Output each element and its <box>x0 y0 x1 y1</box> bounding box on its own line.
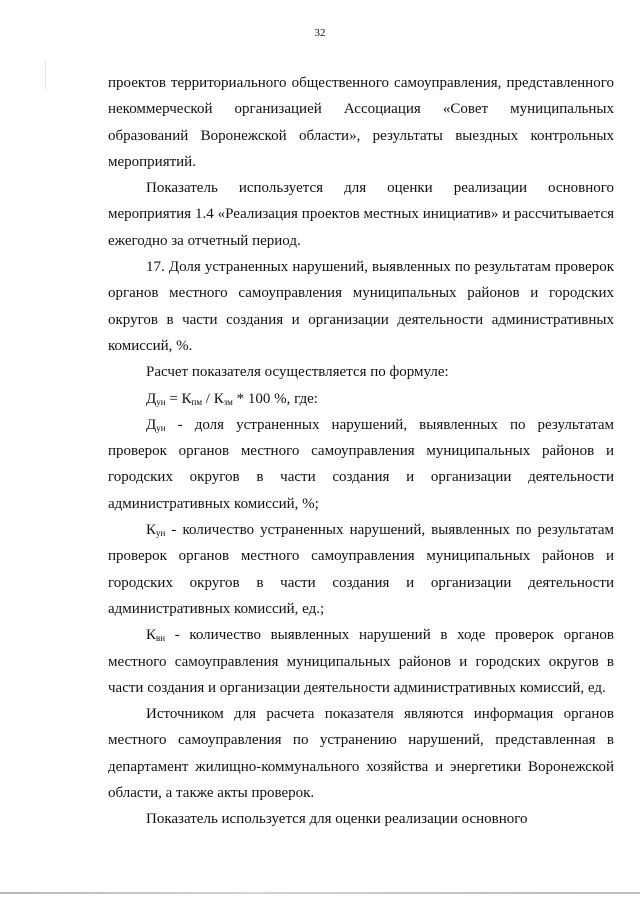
definition-text: - количество устраненных нарушений, выявленных по результатам проверок органов местного самоуправления муниципальных районов и городских округов в части создания и организации деятельности административных комиссий, ед.; <box>108 522 614 617</box>
definition-symbol: К <box>146 627 157 644</box>
definition-text: - доля устраненных нарушений, выявленных по результатам проверок органов местного самоуправления муниципальных районов и городских округов в части создания и организации деятельности административных комиссий, %; <box>108 416 614 512</box>
paragraph-continuation: проектов территориального общественного самоуправления, представленного некоммерческой организацией Ассоциация «Совет муниципальных образований Воронежской области», результаты выездных контрольных мероприятий. <box>108 75 614 170</box>
paragraph-data-source: Источником для расчета показателя являются информация органов местного самоуправления по устранению нарушений, представленная в департамент жилищно-коммунального хозяйства и энергетики Воронежской области, а также акты проверок. <box>108 706 614 802</box>
formula-divide: / К <box>202 390 224 407</box>
paragraph-indicator-17-title: 17. Доля устраненных нарушений, выявленных по результатам проверок органов местного самоуправления муниципальных районов и городских округов в части создания и организации деятельности административных комиссий, %. <box>108 259 614 354</box>
definition-subscript: ун <box>156 422 166 433</box>
formula-symbol-d: Д <box>146 390 157 407</box>
definition-text: - количество выявленных нарушений в ходе проверок органов местного самоуправления муниципальных районов и городских округов в части создания и организации деятельности административных комиссий, ед. <box>108 627 614 696</box>
formula-sub-un: ун <box>156 396 166 407</box>
formula <box>108 386 614 412</box>
formula-tail: * 100 %, где: <box>232 390 318 407</box>
definition-d-un <box>108 412 614 517</box>
document-body <box>108 70 614 833</box>
definition-subscript: ун <box>156 528 166 539</box>
formula-sub-pm: пм <box>191 396 203 407</box>
paragraph-indicator-usage-continued: Показатель используется для оценки реализации основного <box>146 811 528 828</box>
page-bottom-edge <box>0 892 640 894</box>
definition-symbol: Д <box>146 416 157 433</box>
formula-equals: = К <box>165 390 192 407</box>
definition-k-un <box>108 517 614 622</box>
paragraph-indicator-usage: Показатель используется для оценки реализации основного мероприятия 1.4 «Реализация проектов местных инициатив» и рассчитывается ежегодно за отчетный период. <box>108 180 614 249</box>
definition-symbol: К <box>146 522 157 539</box>
definition-k-vn <box>108 622 614 701</box>
definition-subscript: вн <box>156 633 166 644</box>
scan-artifact <box>45 60 46 90</box>
formula-sub-zm: зм <box>223 396 233 407</box>
page-number: 32 <box>314 27 326 39</box>
paragraph-formula-intro: Расчет показателя осуществляется по формуле: <box>146 364 449 381</box>
